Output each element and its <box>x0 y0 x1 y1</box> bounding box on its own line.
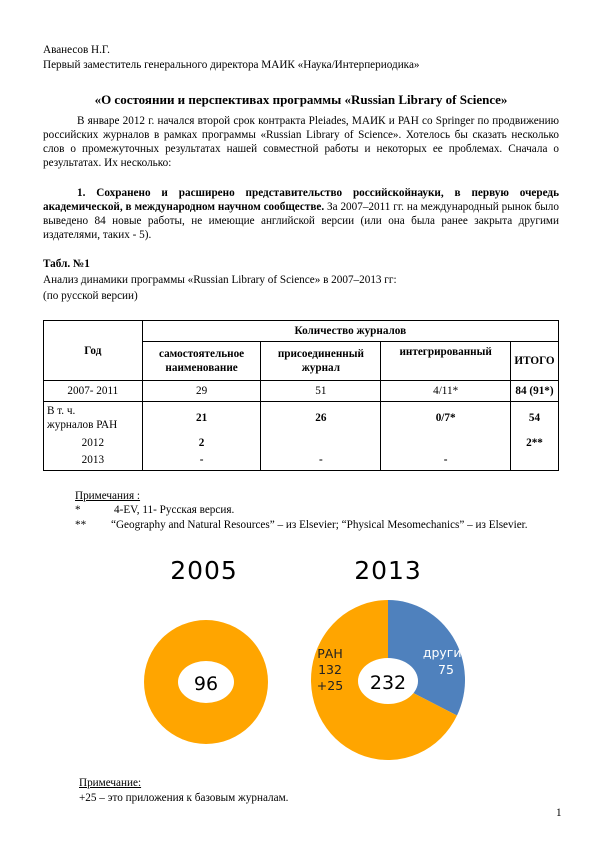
intro-paragraph: В январе 2012 г. начался второй срок контракта Pleiades, МАИК и РАН со Springer по продвижению российских журналов в рамках программы «Russian Library of Science». Хотелось бы сказать несколько слов о промежуточных результатах нашей совместной работы и некоторых ее проблемах. Сначала о результатах. Их несколько: <box>43 115 559 169</box>
point-1-paragraph <box>43 186 559 242</box>
note-1-text: 4-EV, 11- Русская версия. <box>114 504 235 516</box>
author-name: Аванесов Н.Г. <box>43 44 110 56</box>
slice-other-value: 75 <box>438 662 454 677</box>
table-row <box>44 402 559 435</box>
row1-attached: 51 <box>261 381 381 402</box>
footnote-text: +25 – это приложения к базовым журналам. <box>79 792 289 804</box>
row2-integrated: 0/7* <box>381 402 511 435</box>
note-2-mark: ** <box>75 519 87 531</box>
slice-ran-label: РАН <box>317 646 343 661</box>
header-attached: присоединенный журнал <box>261 342 381 381</box>
row3-total: 2** <box>511 435 559 451</box>
table-row <box>44 451 559 471</box>
row2-attached: 26 <box>261 402 381 435</box>
table-subcaption: (по русской версии) <box>43 290 138 302</box>
point-1-bold: 1. Сохранено и расширено представительство российскойнауки, в первую очередь академической, в международном научном сообществе. <box>43 187 559 213</box>
row2-independent: 21 <box>142 402 261 435</box>
header-group: Количество журналов <box>142 321 558 342</box>
header-integrated: интегрированный <box>381 342 511 381</box>
row1-independent: 29 <box>142 381 261 402</box>
note-2-text: “Geography and Natural Resources” – из Elsevier; “Physical Mesomechanics” – из Elsevier. <box>111 519 528 531</box>
chart-2013-center-label: 232 <box>369 672 407 694</box>
row4-independent: - <box>142 451 261 471</box>
header-total: ИТОГО <box>511 342 559 381</box>
page-title: «О состоянии и перспективах программы «Russian Library of Science» <box>94 92 508 107</box>
row3-year: 2012 <box>44 435 143 451</box>
table-row <box>44 435 559 451</box>
slice-ran-value: 132 <box>318 662 342 677</box>
point-1-rest: За 2007–2011 гг. на международный рынок было выведено 84 новые работы, не имеющие английской версии (или она была ранее закрыта другими издателями, таких - 5). <box>43 201 559 241</box>
row2-label <box>44 402 143 435</box>
row2-label-line2: журналов РАН <box>47 419 118 432</box>
row1-year: 2007- 2011 <box>44 381 143 402</box>
row2-label-line1: В т. ч. <box>47 405 76 418</box>
page-number: 1 <box>556 807 562 819</box>
header-year: Год <box>44 321 143 381</box>
note-1-mark: * <box>75 504 81 516</box>
row3-independent: 2 <box>142 435 261 451</box>
table-label: Табл. №1 <box>43 258 90 270</box>
footnote-title: Примечание: <box>79 777 142 789</box>
row1-total: 84 (91*) <box>511 381 559 402</box>
author-position: Первый заместитель генерального директора МАИК «Наука/Интерпериодика» <box>43 59 420 71</box>
table-row <box>44 381 559 402</box>
row4-attached: - <box>261 451 381 471</box>
chart-2005-title: 2005 <box>170 556 238 585</box>
slice-other-label: другие <box>422 645 470 660</box>
donut-charts <box>0 545 600 770</box>
journals-table <box>43 320 559 471</box>
chart-2005-center-label: 96 <box>193 673 219 695</box>
row1-integrated: 4/11* <box>381 381 511 402</box>
chart-2013-title: 2013 <box>354 556 422 585</box>
table-caption: Анализ динамики программы «Russian Library of Science» в 2007–2013 гг: <box>43 274 397 286</box>
row4-integrated: - <box>381 451 511 471</box>
slice-ran-extra: +25 <box>316 678 344 693</box>
notes-title: Примечания : <box>75 490 141 502</box>
header-independent: самостоятельное наименование <box>142 342 261 381</box>
row2-total: 54 <box>511 402 559 435</box>
row4-year: 2013 <box>44 451 143 471</box>
